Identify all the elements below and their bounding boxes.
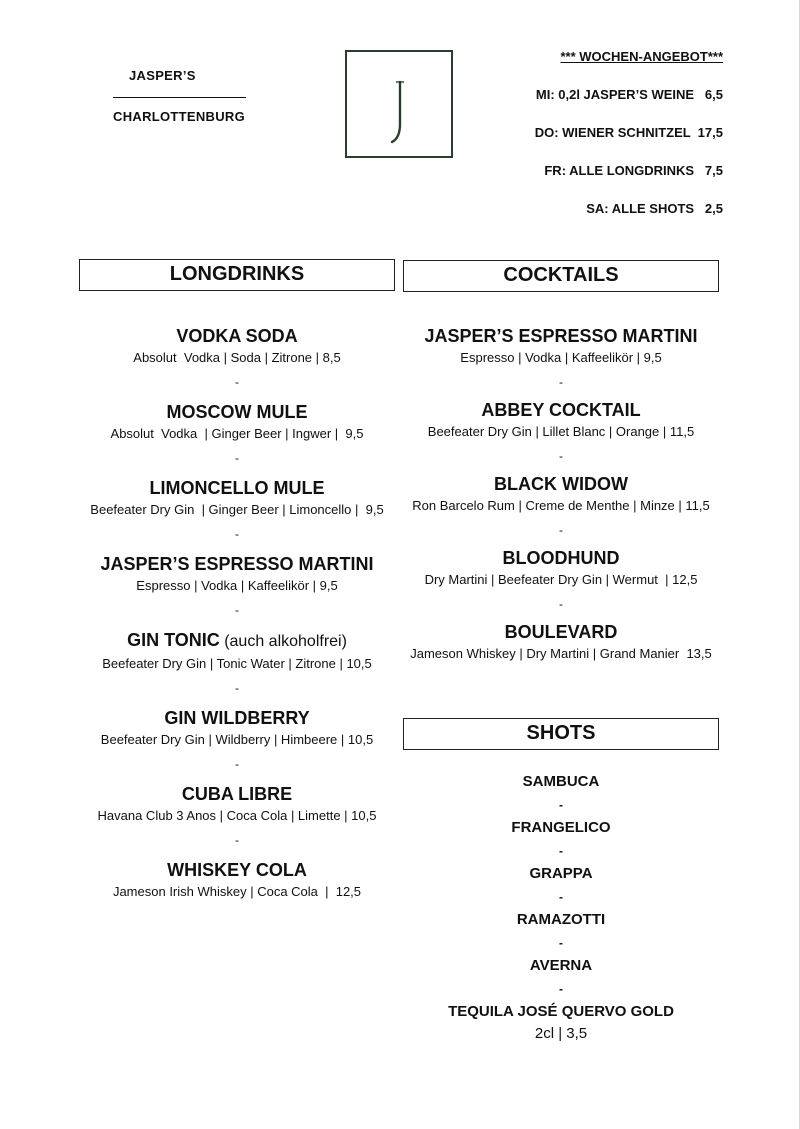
item-description: Ron Barcelo Rum | Creme de Menthe | Minze | 11,5 bbox=[412, 498, 710, 513]
menu-item bbox=[79, 630, 395, 672]
item-description: Beefeater Dry Gin | Tonic Water | Zitrone | 10,5 bbox=[102, 656, 372, 671]
offer-line: MI: 0,2l JASPER’S WEINE 6,5 bbox=[535, 87, 723, 102]
shot-name: SAMBUCA bbox=[522, 773, 600, 790]
item-name: LIMONCELLO MULE bbox=[149, 478, 325, 498]
item-name: BLACK WIDOW bbox=[494, 474, 628, 494]
shot-name: TEQUILA JOSÉ QUERVO GOLD bbox=[448, 1003, 674, 1020]
separator: - bbox=[559, 890, 563, 904]
item-description: Beefeater Dry Gin | Wildberry | Himbeere | 10,5 bbox=[100, 732, 374, 747]
item-name: BLOODHUND bbox=[502, 548, 620, 568]
item-description: Beefeater Dry Gin | Lillet Blanc | Orange | 11,5 bbox=[427, 424, 695, 439]
menu-item bbox=[403, 474, 719, 514]
separator: - bbox=[559, 449, 563, 463]
separator: - bbox=[235, 375, 239, 389]
separator: - bbox=[235, 527, 239, 541]
item-name: BOULEVARD bbox=[504, 622, 618, 642]
item-name: MOSCOW MULE bbox=[166, 402, 308, 422]
item-description: Espresso | Vodka | Kaffeelikör | 9,5 bbox=[136, 578, 338, 593]
item-name: JASPER’S ESPRESSO MARTINI bbox=[424, 326, 698, 346]
item-name: JASPER’S ESPRESSO MARTINI bbox=[100, 554, 374, 574]
item-name: ABBEY COCKTAIL bbox=[481, 400, 641, 420]
offer-line: DO: WIENER SCHNITZEL 17,5 bbox=[534, 125, 723, 140]
shot-name: FRANGELICO bbox=[511, 819, 611, 836]
separator: - bbox=[559, 844, 563, 858]
separator: - bbox=[235, 603, 239, 617]
item-description: Dry Martini | Beefeater Dry Gin | Wermut | 12,5 bbox=[424, 572, 698, 587]
item-name: WHISKEY COLA bbox=[167, 860, 307, 880]
item-description: Jameson Irish Whiskey | Coca Cola | 12,5 bbox=[112, 884, 362, 899]
offer-line: FR: ALLE LONGDRINKS 7,5 bbox=[544, 163, 723, 178]
menu-item bbox=[79, 784, 395, 824]
menu-item bbox=[79, 478, 395, 518]
longdrinks-heading: LONGDRINKS bbox=[79, 259, 395, 291]
offers-title: *** WOCHEN-ANGEBOT*** bbox=[560, 49, 723, 64]
separator: - bbox=[559, 982, 563, 996]
item-description: Absolut Vodka | Ginger Beer | Ingwer | 9,5 bbox=[110, 426, 364, 441]
logo-letter-j bbox=[347, 52, 451, 156]
shot-name: GRAPPA bbox=[529, 865, 593, 882]
item-note: (auch alkoholfrei) bbox=[219, 633, 347, 650]
brand-divider bbox=[113, 97, 246, 98]
logo bbox=[345, 50, 453, 158]
separator: - bbox=[235, 451, 239, 465]
item-description: Jameson Whiskey | Dry Martini | Grand Manier 13,5 bbox=[410, 646, 712, 661]
item-description: Beefeater Dry Gin | Ginger Beer | Limoncello | 9,5 bbox=[90, 502, 384, 517]
offer-line: SA: ALLE SHOTS 2,5 bbox=[586, 201, 723, 216]
shot-name: AVERNA bbox=[529, 957, 593, 974]
shots-list bbox=[403, 773, 719, 1043]
separator: - bbox=[559, 375, 563, 389]
menu-item bbox=[403, 326, 719, 366]
cocktails-heading: COCKTAILS bbox=[403, 260, 719, 292]
cocktails-list bbox=[403, 326, 719, 662]
shots-heading: SHOTS bbox=[403, 718, 719, 750]
item-name: VODKA SODA bbox=[176, 326, 298, 346]
weekly-offers bbox=[535, 48, 723, 218]
item-name: GIN WILDBERRY bbox=[164, 708, 310, 728]
item-name: CUBA LIBRE bbox=[181, 784, 293, 804]
item-description: Espresso | Vodka | Kaffeelikör | 9,5 bbox=[460, 350, 662, 365]
item-description: Havana Club 3 Anos | Coca Cola | Limette | 10,5 bbox=[97, 808, 377, 823]
separator: - bbox=[235, 757, 239, 771]
menu-item bbox=[403, 622, 719, 662]
longdrinks-list bbox=[79, 326, 395, 900]
separator: - bbox=[559, 798, 563, 812]
shot-name: RAMAZOTTI bbox=[516, 911, 606, 928]
menu-item bbox=[79, 326, 395, 366]
separator: - bbox=[235, 681, 239, 695]
item-name bbox=[79, 630, 395, 652]
menu-item bbox=[79, 402, 395, 442]
brand-city: CHARLOTTENBURG bbox=[113, 109, 246, 124]
menu-item bbox=[403, 548, 719, 588]
menu-item bbox=[79, 708, 395, 748]
menu-item bbox=[79, 554, 395, 594]
separator: - bbox=[559, 597, 563, 611]
separator: - bbox=[559, 523, 563, 537]
item-description: Absolut Vodka | Soda | Zitrone | 8,5 bbox=[133, 350, 341, 365]
brand-name: JASPER’S bbox=[129, 68, 196, 83]
separator: - bbox=[235, 833, 239, 847]
separator: - bbox=[559, 936, 563, 950]
menu-item bbox=[79, 860, 395, 900]
shot-description: 2cl | 3,5 bbox=[534, 1025, 588, 1042]
menu-item bbox=[403, 400, 719, 440]
item-name-text: GIN TONIC bbox=[127, 630, 220, 650]
